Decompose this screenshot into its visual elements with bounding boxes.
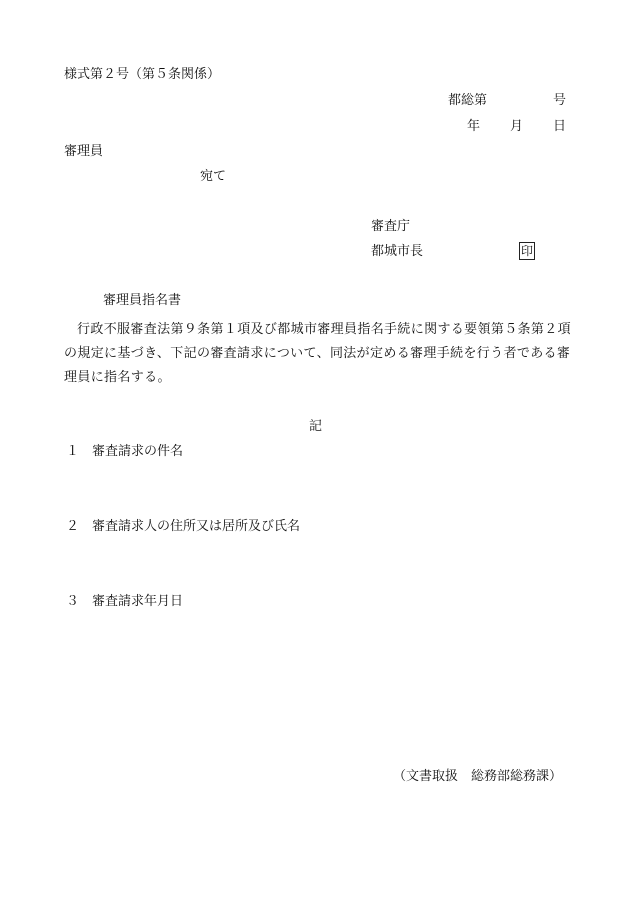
list-item <box>66 595 183 608</box>
item-number: ２ <box>66 519 80 534</box>
date-day: 日 <box>552 119 566 134</box>
seal-mark: 印 <box>521 244 534 258</box>
document-number-prefix: 都総第 <box>447 93 487 108</box>
document-number-suffix: 号 <box>552 93 566 108</box>
ki-heading: 記 <box>309 419 323 434</box>
item-number: ３ <box>66 594 80 609</box>
document-number <box>448 94 566 107</box>
list-item <box>66 445 183 458</box>
addressee-honorific: 宛て <box>200 169 227 184</box>
form-number: 様式第２号（第５条関係） <box>64 67 221 82</box>
authority-label: 審査庁 <box>371 219 411 234</box>
document-body: 行政不服審査法第９条第１項及び都城市審理員指名手続に関する要領第５条第２項の規定に基づき、下記の審査請求について、同法が定める審理手続を行う者である審理員に指名する。 <box>64 322 571 385</box>
handling-note: （文書取扱 総務部総務課） <box>392 769 562 784</box>
date-month: 月 <box>509 119 523 134</box>
document-title: 審理員指名書 <box>103 293 182 308</box>
issue-date <box>467 120 566 133</box>
item-label: 審査請求の件名 <box>92 444 184 459</box>
date-year: 年 <box>466 119 480 134</box>
item-number: １ <box>66 444 80 459</box>
list-item <box>66 520 300 533</box>
authority-name: 都城市長 <box>371 244 424 259</box>
addressee-recipient: 審理員 <box>64 144 104 159</box>
item-label: 審査請求人の住所又は居所及び氏名 <box>92 519 301 534</box>
item-label: 審査請求年月日 <box>92 594 184 609</box>
